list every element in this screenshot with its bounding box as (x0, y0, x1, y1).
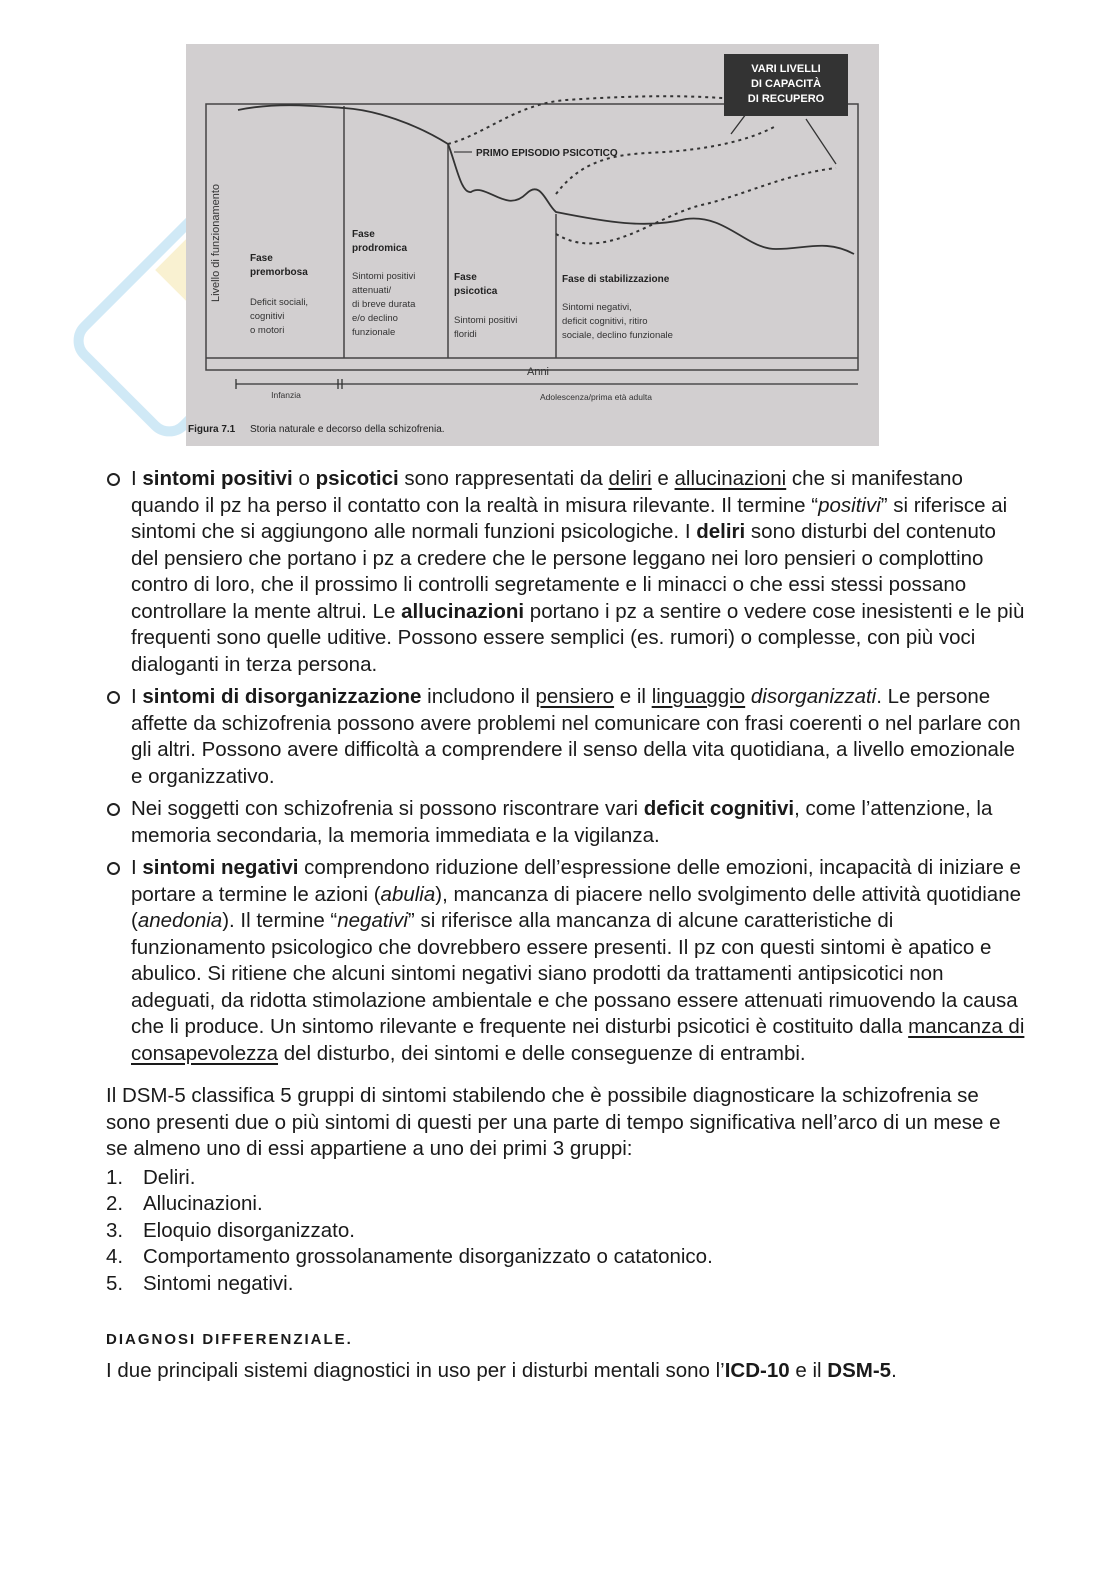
list-text: Allucinazioni. (143, 1192, 263, 1215)
text: o (292, 467, 316, 490)
bold-term: deficit cognitivi (643, 797, 795, 820)
phase3-desc-1: Sintomi positivi (454, 315, 518, 326)
list-text: Eloquio disorganizzato. (143, 1218, 355, 1242)
text: I (131, 856, 143, 879)
phase2-desc-1: Sintomi positivi (352, 271, 416, 282)
bullet-cognitive-deficits (106, 796, 1026, 849)
bullet-disorganization (106, 684, 1026, 790)
list-text: Deliri. (143, 1165, 196, 1189)
italic-term: anedonia (137, 909, 223, 932)
text: I due principali sistemi diagnostici in uso per i disturbi mentali sono l’ (106, 1358, 725, 1382)
text: ” si riferisce alla mancanza di alcune caratteristiche di funzionamento psicologico che dovrebbero essere presenti. Il pz con questi sintomi è apatico e abulico. Si ritiene che alcuni sintomi negativi siano prodotti da trattamenti antipsicotici non adeguati, da ridotta stimolazione ambientale e che possano essere attenuati rimuovendo la causa che li produce. Un sintomo rilevante e frequente nei disturbi psicotici è costituito dalla (131, 909, 1018, 1038)
text: che si manifestano quando il pz ha perso il contatto con la realtà in misura rilevante. Il termine “ (131, 467, 963, 517)
italic-term: disorganizzati (750, 685, 877, 708)
underlined-term: mancanza di consapevolezza (131, 1015, 1025, 1065)
phase4-desc-3: sociale, declino funzionale (562, 330, 673, 341)
closing-sentence (106, 1358, 1026, 1385)
phase4-title: Fase di stabilizzazione (562, 274, 670, 285)
text: e il (614, 685, 652, 708)
underlined-term: deliri (608, 467, 652, 490)
text: ” si riferisce ai sintomi che si aggiungono alle normali funzioni psicologiche. I (131, 493, 1008, 543)
phase1-desc-3: o motori (250, 325, 285, 336)
list-number: 5. (106, 1271, 124, 1295)
bold-term: sintomi negativi (142, 856, 299, 879)
underlined-term: linguaggio (651, 685, 746, 708)
text: ), mancanza di piacere nello svolgimento delle attività quotidiane ( (131, 882, 1021, 932)
list-item (106, 1165, 1026, 1192)
figure-caption: Storia naturale e decorso della schizofrenia. (250, 424, 445, 435)
text: I (131, 467, 143, 490)
list-text: Sintomi negativi. (143, 1271, 294, 1295)
bullet-positive-symptoms (106, 466, 1026, 678)
text: ). Il termine “ (222, 909, 338, 932)
first-episode-label: PRIMO EPISODIO PSICOTICO (476, 148, 618, 159)
text: . Le persone affette da schizofrenia possono avere problemi nel comunicare con frasi coerenti o nel parlare con gli altri. Possono avere difficoltà a comprendere il senso della vita quotidiana, a livello emozionale e organizzativo. (131, 685, 1021, 788)
text: e (651, 467, 675, 490)
timeline-infanzia: Infanzia (271, 390, 301, 400)
phase1-desc-1: Deficit sociali, (250, 297, 309, 308)
bold-term: allucinazioni (401, 599, 525, 623)
dsm-paragraph: Il DSM-5 classifica 5 gruppi di sintomi stabilendo che è possibile diagnosticare la schizofrenia se sono presenti due o più sintomi di questi per una parte di tempo significativa nell’arco di un mese e se almeno uno di essi appartiene a uno dei primi 3 gruppi: (106, 1084, 1001, 1160)
phase2-desc-3: di breve durata (352, 299, 416, 310)
section-heading: DIAGNOSI DIFFERENZIALE. (106, 1331, 353, 1348)
phase2-title-1: Fase (352, 229, 375, 240)
italic-term: abulia (380, 882, 436, 906)
recovery-line-2: DI CAPACITÀ (750, 78, 822, 90)
list-item (106, 1244, 1026, 1271)
bold-term: DSM-5 (827, 1358, 892, 1382)
text: comprendono riduzione dell’espressione delle emozioni, incapacità di iniziare e portare a termine le azioni ( (131, 856, 1021, 906)
list-item (106, 1218, 1026, 1245)
italic-term: positivi (818, 493, 881, 517)
text: I (131, 685, 143, 708)
phase3-desc-2: floridi (454, 329, 477, 340)
bold-term: ICD-10 (724, 1358, 790, 1382)
schizophrenia-course-figure (186, 44, 879, 446)
dsm-symptom-list (106, 1165, 1026, 1298)
phase1-title-1: Fase (250, 253, 273, 264)
list-number: 3. (106, 1218, 124, 1242)
list-number: 1. (106, 1165, 124, 1189)
symptom-bullets (106, 466, 1026, 1067)
phase2-desc-4: e/o declino (352, 313, 398, 324)
text: includono il (421, 685, 536, 708)
bold-term: psicotici (315, 467, 399, 490)
phase1-title-2: premorbosa (250, 267, 308, 278)
timeline-adolescenza: Adolescenza/prima età adulta (540, 392, 652, 402)
phase2-desc-5: funzionale (352, 327, 396, 338)
list-number: 2. (106, 1192, 124, 1215)
phase1-desc-2: cognitivi (250, 311, 285, 322)
list-item (106, 1191, 1026, 1218)
text: sono rappresentati da (398, 467, 609, 490)
list-number: 4. (106, 1245, 124, 1268)
bold-term: sintomi di disorganizzazione (142, 685, 422, 708)
x-axis-label: Anni (526, 366, 550, 378)
list-item (106, 1271, 1026, 1298)
phase4-desc-2: deficit cognitivi, ritiro (562, 316, 648, 327)
bullet-negative-symptoms (106, 855, 1026, 1067)
underlined-term: pensiero (535, 685, 615, 708)
phase3-title-2: psicotica (454, 286, 498, 297)
text: sono disturbi del contenuto del pensiero che portano i pz a credere che le persone leggano nei loro pensieri o complottino contro di loro, che il prossimo li controlli segretamente e li minacci o che essi stessi possano controllare la mente altrui. Le (131, 520, 996, 623)
bold-term: sintomi positivi (142, 467, 293, 490)
underlined-term: allucinazioni (674, 467, 787, 490)
bold-term: deliri (696, 520, 746, 543)
phase3-title-1: Fase (454, 272, 477, 283)
text: e il (789, 1358, 828, 1382)
text: del disturbo, dei sintomi e delle conseguenze di entrambi. (278, 1041, 806, 1065)
figure-caption-label: Figura 7.1 (188, 424, 236, 435)
text: Nei soggetti con schizofrenia si possono riscontrare vari (131, 797, 644, 820)
text: portano i pz a sentire o vedere cose inesistenti e le più frequenti sono quelle uditive. Possono essere semplici (es. rumori) o complesse, con più voci dialoganti in terza persona. (131, 599, 1025, 676)
document-body (106, 466, 1026, 1384)
text: . (891, 1358, 897, 1382)
phase2-desc-2: attenuati/ (352, 285, 392, 296)
phase2-title-2: prodromica (352, 243, 408, 254)
text: , come l’attenzione, la memoria secondaria, la memoria immediata e la vigilanza. (131, 797, 993, 847)
list-text: Comportamento grossolanamente disorganizzato o catatonico. (143, 1245, 713, 1268)
recovery-line-3: DI RECUPERO (747, 93, 825, 105)
recovery-line-1: VARI LIVELLI (751, 63, 821, 75)
y-axis-label: Livello di funzionamento (210, 183, 222, 302)
italic-term: negativi (337, 909, 408, 932)
phase4-desc-1: Sintomi negativi, (562, 302, 632, 313)
